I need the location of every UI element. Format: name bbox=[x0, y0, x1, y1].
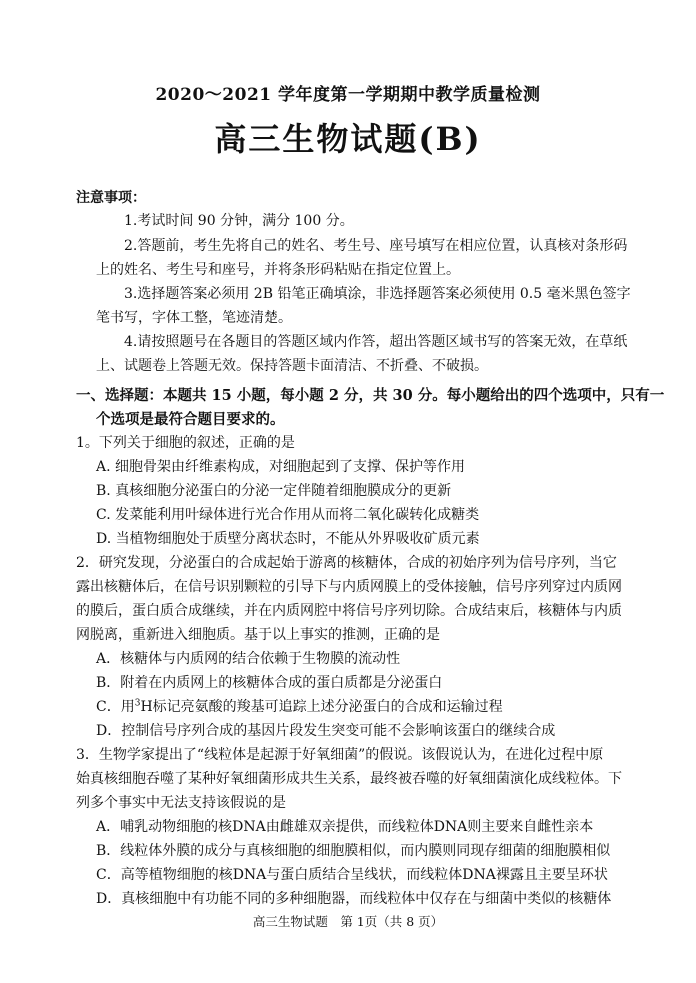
notice-line: 笔书写，字体工整，笔迹清楚。 bbox=[96, 310, 292, 326]
exam-subtitle: 2020～2021 学年度第一学期期中教学质量检测 bbox=[155, 85, 541, 105]
q3-option-d: D．真核细胞中有功能不同的多种细胞器，而线粒体中仅存在与细菌中类似的核糖体 bbox=[96, 891, 612, 907]
notice-line: 上的姓名、考生号和座号，并将条形码粘贴在指定位置上。 bbox=[96, 262, 460, 278]
q2-option-c bbox=[96, 696, 503, 716]
q1-option-d: D. 当植物细胞处于质壁分离状态时，不能从外界吸收矿质元素 bbox=[96, 531, 480, 547]
notice-heading: 注意事项： bbox=[76, 190, 146, 206]
q1-stem: 1。下列关于细胞的叙述，正确的是 bbox=[76, 435, 295, 451]
notice-line: 上、试题卷上答题无效。保持答题卡面清洁、不折叠、不破损。 bbox=[96, 358, 488, 374]
isotope-superscript: 3 bbox=[134, 698, 141, 709]
section-heading: 一、选择题：本题共 15 小题，每小题 2 分，共 30 分。每小题给出的四个选项中，只有一 bbox=[76, 387, 665, 404]
q2-option-c-prefix: C．用 bbox=[96, 699, 135, 715]
q1-option-c: C. 发菜能利用叶绿体进行光合作用从而将二氧化碳转化成糖类 bbox=[96, 507, 480, 523]
q3-stem: 3．生物学家提出了“线粒体是起源于好氧细菌”的假说。该假说认为，在进化过程中原 bbox=[76, 747, 604, 763]
notice-line: 2.答题前，考生先将自己的姓名、考生号、座号填写在相应位置，认真核对条形码 bbox=[124, 238, 628, 254]
q2-option-b: B．附着在内质网上的核糖体合成的蛋白质都是分泌蛋白 bbox=[96, 675, 443, 691]
q2-stem: 的膜后，蛋白质合成继续，并在内质网腔中将信号序列切除。合成结束后，核糖体与内质 bbox=[76, 603, 622, 619]
q3-stem: 始真核细胞吞噬了某种好氧细菌形成共生关系，最终被吞噬的好氧细菌演化成线粒体。下 bbox=[76, 771, 622, 787]
q2-option-a: A．核糖体与内质网的结合依赖于生物膜的流动性 bbox=[96, 651, 401, 667]
q2-stem: 2．研究发现，分泌蛋白的合成起始于游离的核糖体，合成的初始序列为信号序列，当它 bbox=[76, 555, 617, 571]
q3-option-c: C．高等植物细胞的核DNA与蛋白质结合呈线状，而线粒体DNA裸露且主要呈环状 bbox=[96, 867, 608, 883]
q2-stem: 网脱离，重新进入细胞质。基于以上事实的推测，正确的是 bbox=[76, 627, 440, 643]
q1-option-a: A. 细胞骨架由纤维素构成，对细胞起到了支撑、保护等作用 bbox=[96, 459, 466, 475]
q3-option-b: B．线粒体外膜的成分与真核细胞的细胞膜相似，而内膜则同现存细菌的细胞膜相似 bbox=[96, 843, 611, 859]
notice-line: 4.请按照题号在各题目的答题区域内作答，超出答题区域书写的答案无效，在草纸 bbox=[124, 334, 628, 350]
section-heading-cont: 个选项是最符合题目要求的。 bbox=[96, 411, 285, 428]
notice-line: 1.考试时间 90 分钟，满分 100 分。 bbox=[124, 213, 354, 229]
q2-option-c-text: H标记亮氨酸的羧基可追踪上述分泌蛋白的合成和运输过程 bbox=[140, 699, 503, 715]
q3-option-a: A．哺乳动物细胞的核DNA由雌雄双亲提供，而线粒体DNA则主要来自雌性亲本 bbox=[96, 819, 594, 835]
q3-stem: 列多个事实中无法支持该假说的是 bbox=[76, 795, 286, 811]
notice-line: 3.选择题答案必须用 2B 铅笔正确填涂，非选择题答案必须使用 0.5 毫米黑色签字 bbox=[124, 286, 631, 302]
page-footer: 高三生物试题 第 1页（共 8 页） bbox=[252, 914, 444, 929]
q2-stem: 露出核糖体后，在信号识别颗粒的引导下与内质网膜上的受体接触，信号序列穿过内质网 bbox=[76, 579, 622, 595]
exam-title: 高三生物试题(B) bbox=[214, 120, 482, 158]
q1-option-b: B. 真核细胞分泌蛋白的分泌一定伴随着细胞膜成分的更新 bbox=[96, 483, 452, 499]
q2-option-d: D．控制信号序列合成的基因片段发生突变可能不会影响该蛋白的继续合成 bbox=[96, 723, 556, 739]
